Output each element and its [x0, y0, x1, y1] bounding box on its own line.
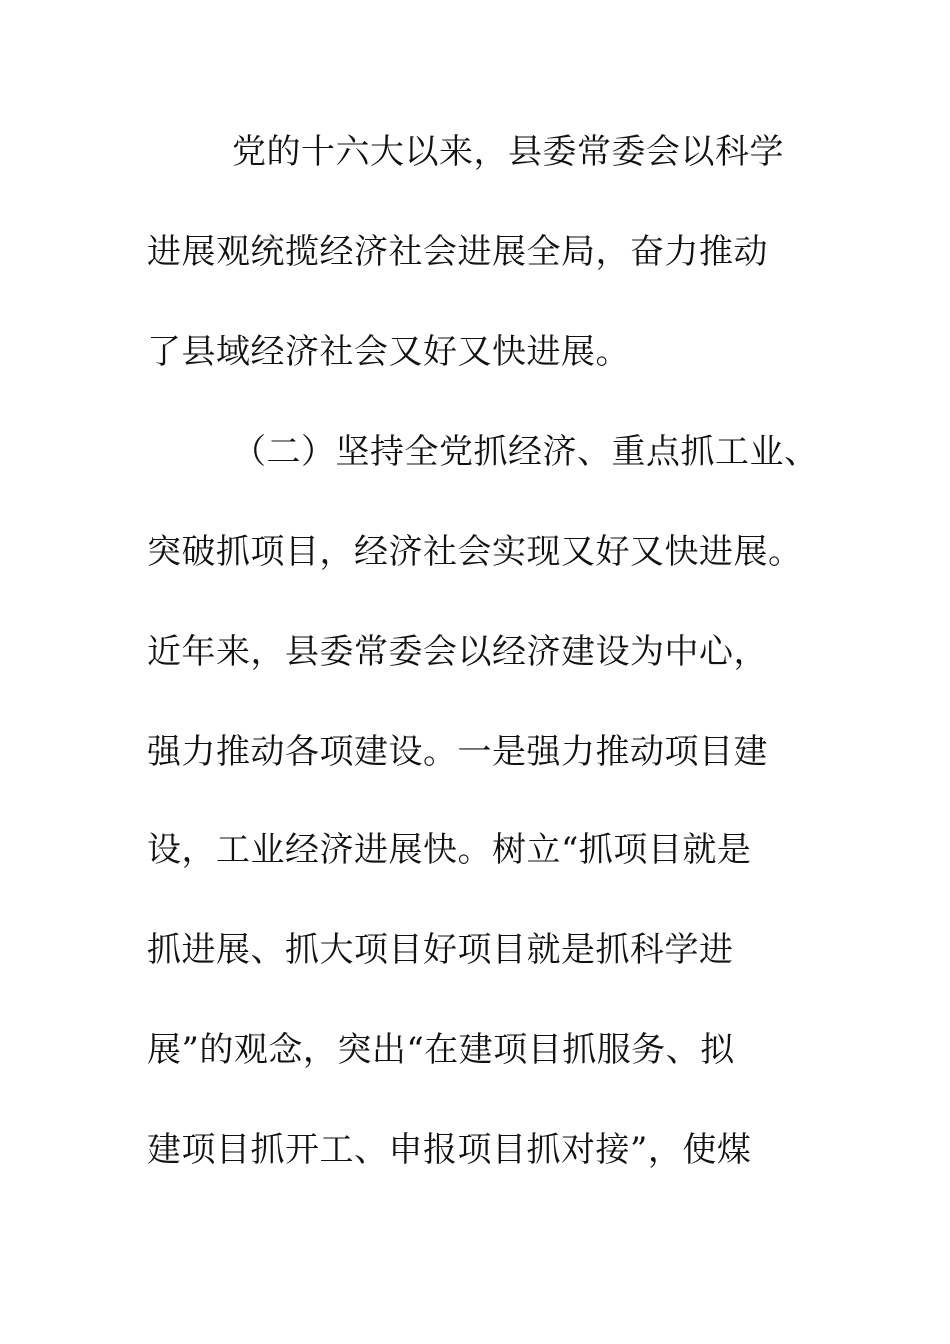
paragraph-2-line-2: 强力推动各项建设。一是强力推动项目建: [147, 732, 768, 772]
paragraph-1-line-2: 进展观统揽经济社会进展全局，奋力推动: [147, 232, 768, 272]
paragraph-2-line-1: 近年来，县委常委会以经济建设为中心，: [147, 632, 768, 672]
paragraph-2-line-3: 设，工业经济进展快。树立“抓项目就是: [147, 830, 752, 870]
paragraph-2-line-6: 建项目抓开工、申报项目抓对接”，使煤: [147, 1130, 752, 1170]
paragraph-2-line-5: 展”的观念，突出“在建项目抓服务、拟: [147, 1030, 735, 1070]
paragraph-1-line-3: 了县域经济社会又好又快进展。: [147, 332, 630, 372]
section-heading-line-1: （二）坚持全党抓经济、重点抓工业、: [232, 432, 819, 472]
section-heading-line-2: 突破抓项目，经济社会实现又好又快进展。: [147, 532, 803, 572]
paragraph-1-line-1: 党的十六大以来，县委常委会以科学: [232, 132, 784, 172]
paragraph-2-line-4: 抓进展、抓大项目好项目就是抓科学进: [147, 930, 734, 970]
